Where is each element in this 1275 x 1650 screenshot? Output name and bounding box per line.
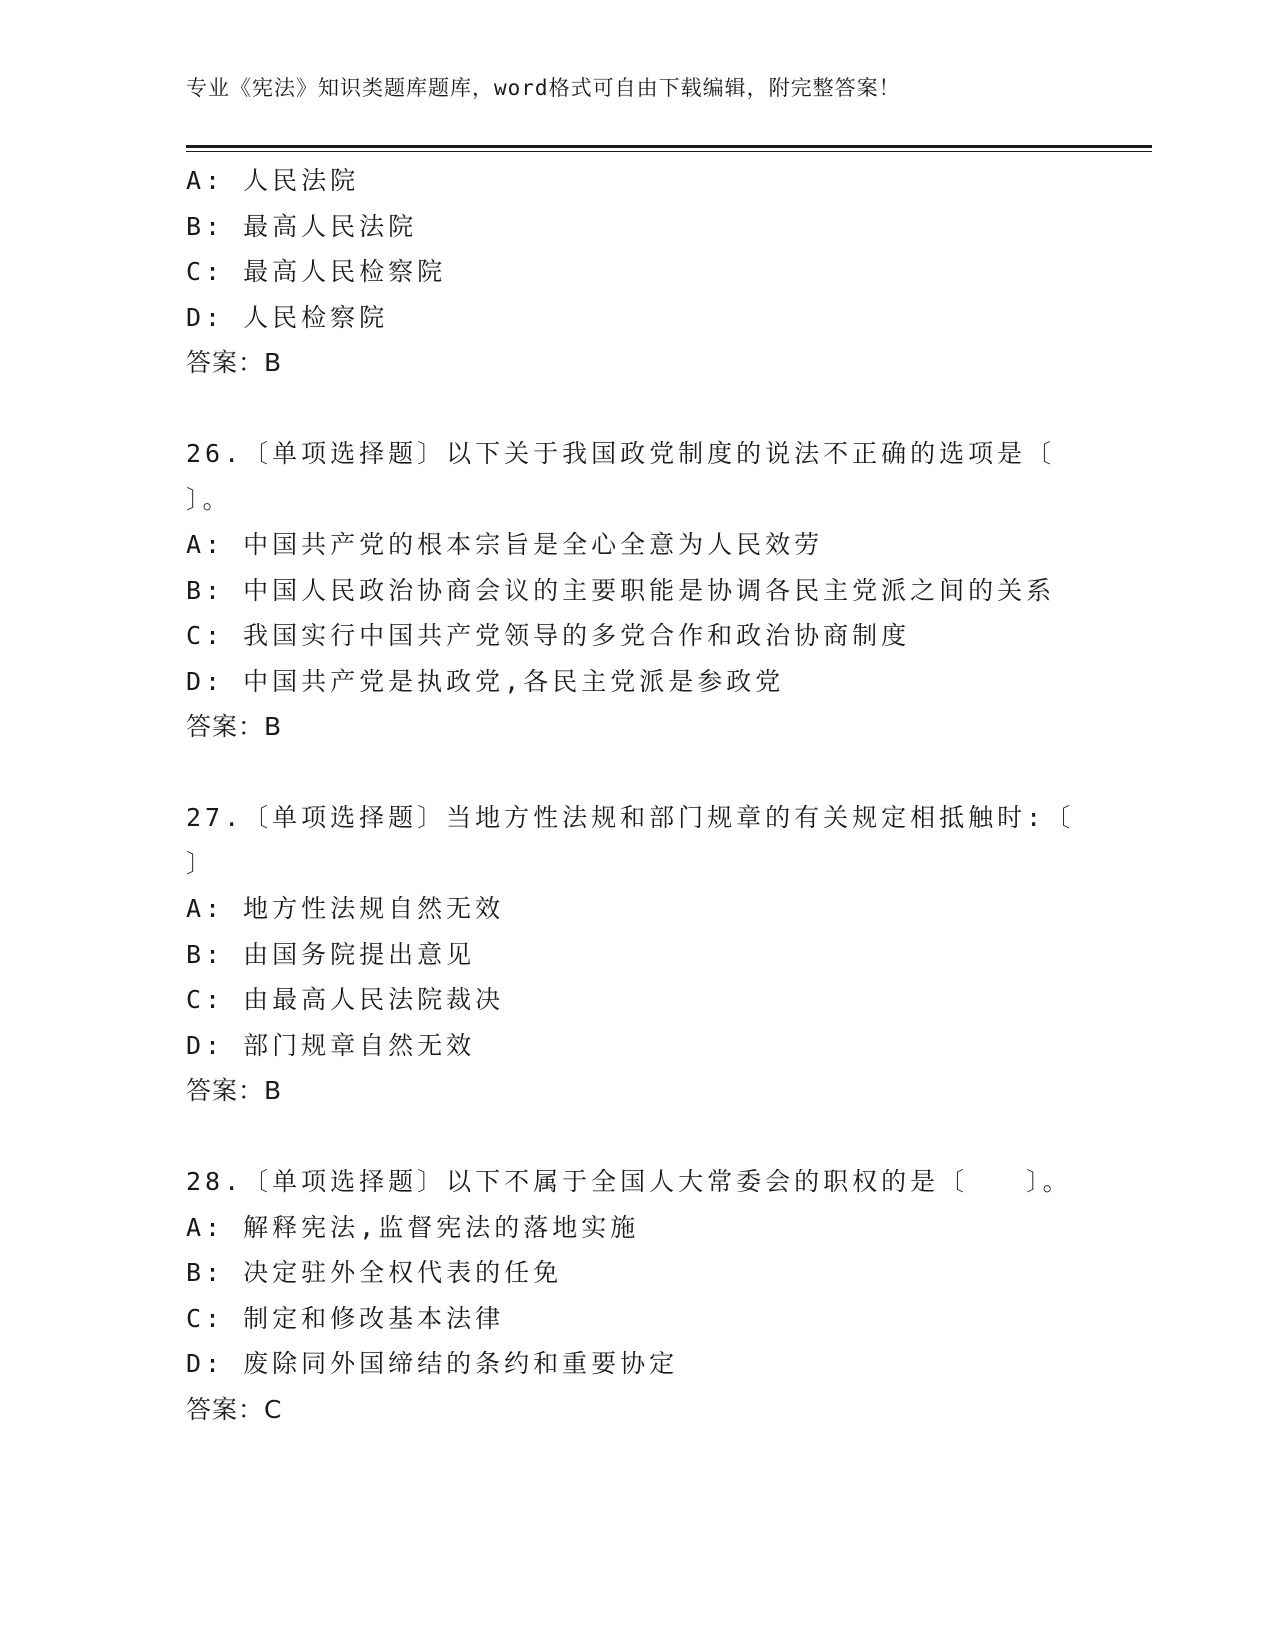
header-rule-thick	[186, 145, 1152, 148]
question-25-continued	[186, 158, 1086, 386]
question-stem: 26.〔单项选择题〕以下关于我国政党制度的说法不正确的选项是〔	[186, 439, 1056, 468]
option-b: B: 决定驻外全权代表的任免	[186, 1258, 563, 1287]
option-c: C: 由最高人民法院裁决	[186, 985, 505, 1014]
option-d: D: 部门规章自然无效	[186, 1030, 476, 1060]
question-27	[186, 795, 1086, 1114]
option-b: B: 由国务院提出意见	[186, 939, 476, 969]
answer: 答案：B	[186, 712, 283, 741]
page-header: 专业《宪法》知识类题库题库，word格式可自由下载编辑，附完整答案！	[186, 76, 901, 100]
answer: 答案：C	[186, 1394, 283, 1424]
question-stem-continuation: 〕。	[186, 484, 232, 514]
question-26	[186, 431, 1086, 750]
answer: 答案：B	[186, 348, 283, 377]
option-a: A: 人民法院	[186, 166, 360, 195]
option-c: C: 制定和修改基本法律	[186, 1303, 505, 1333]
question-stem: 28.〔单项选择题〕以下不属于全国人大常委会的职权的是〔 〕。	[186, 1167, 1072, 1196]
option-d: D: 废除同外国缔结的条约和重要协定	[186, 1349, 679, 1378]
question-content	[186, 158, 1086, 1432]
option-c: C: 我国实行中国共产党领导的多党合作和政治协商制度	[186, 621, 911, 650]
option-c: C: 最高人民检察院	[186, 257, 447, 286]
option-d: D: 人民检察院	[186, 302, 389, 332]
option-d: D: 中国共产党是执政党,各民主党派是参政党	[186, 666, 785, 696]
header-rule-thin	[186, 151, 1152, 152]
option-a: A: 地方性法规自然无效	[186, 894, 505, 923]
question-28	[186, 1159, 1086, 1432]
option-b: B: 最高人民法院	[186, 211, 418, 241]
answer: 答案：B	[186, 1076, 283, 1105]
option-a: A: 解释宪法,监督宪法的落地实施	[186, 1212, 640, 1242]
option-b: B: 中国人民政治协商会议的主要职能是协调各民主党派之间的关系	[186, 575, 1056, 605]
question-stem: 27.〔单项选择题〕当地方性法规和部门规章的有关规定相抵触时:〔	[186, 803, 1075, 832]
question-stem-continuation: 〕	[186, 848, 216, 878]
option-a: A: 中国共产党的根本宗旨是全心全意为人民效劳	[186, 530, 824, 559]
